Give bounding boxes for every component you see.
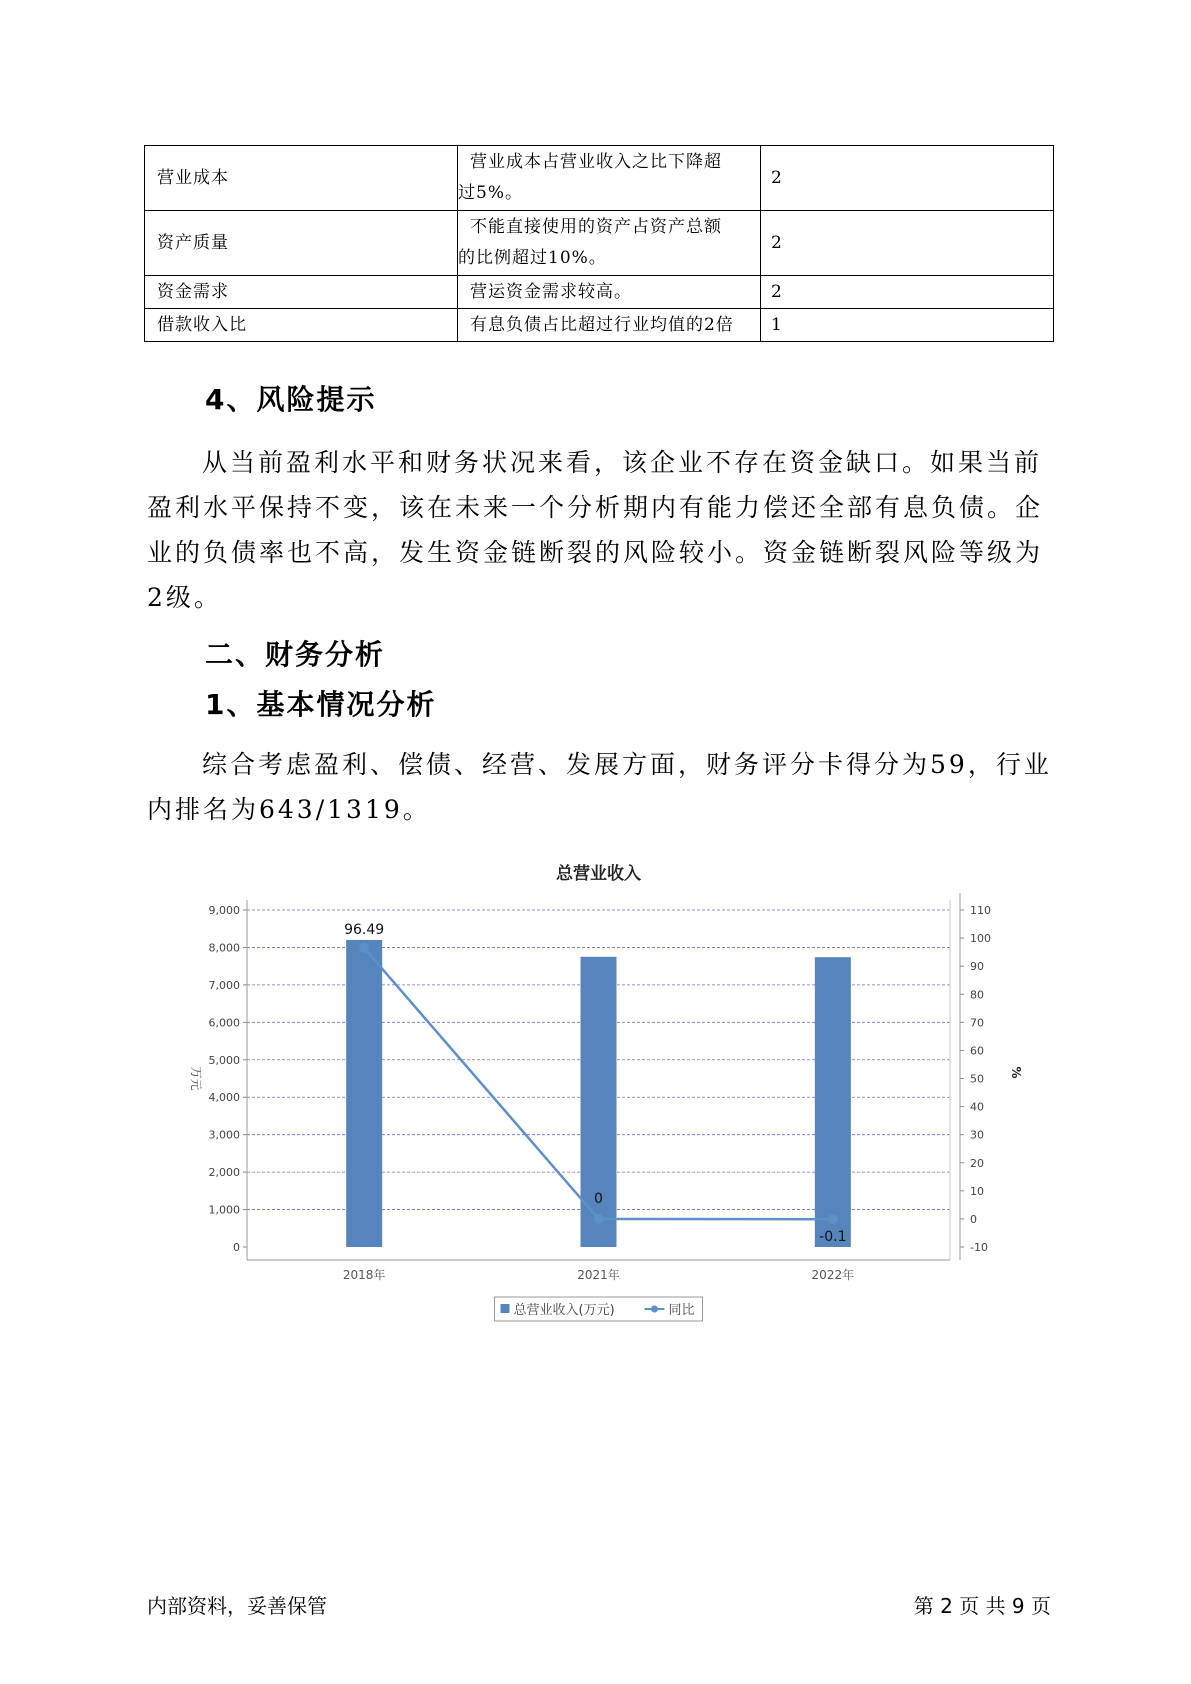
page-number: 第 2 页 共 9 页: [913, 1594, 1051, 1618]
chart-title: 总营业收入: [556, 864, 641, 884]
desc-line: 营业成本占营业收入之比下降超: [470, 152, 722, 172]
table-cell-item: 借款收入比: [145, 309, 458, 342]
table-row: [145, 146, 1054, 211]
y-right-axis-label: %: [1009, 1066, 1023, 1079]
table-cell-item: 资产质量: [145, 211, 458, 276]
y-right-tick-label: 90: [970, 960, 984, 974]
table-cell-desc: [458, 309, 761, 342]
y-left-tick-label: 2,000: [208, 1166, 240, 1180]
table-row: [145, 211, 1054, 276]
desc-line: 过5%。: [458, 183, 523, 203]
y-right-tick-label: 110: [970, 904, 991, 917]
desc-line: 营运资金需求较高。: [470, 281, 632, 302]
data-label: 0: [594, 1190, 603, 1207]
y-left-tick-label: 3,000: [208, 1128, 240, 1142]
table-cell-item: 资金需求: [145, 276, 458, 309]
table-cell-level: 1: [761, 309, 1054, 342]
y-left-axis-label: 万元: [189, 1066, 203, 1091]
section-heading: 4、风险提示: [205, 383, 377, 416]
sub-heading: 1、基本情况分析: [205, 688, 437, 721]
y-right-tick-label: 0: [970, 1212, 977, 1226]
table-row: [145, 309, 1054, 342]
data-label: -0.1: [819, 1229, 847, 1246]
line-point: [594, 1214, 604, 1224]
table-cell-desc: [458, 276, 761, 309]
y-left-tick-label: 6,000: [208, 1016, 240, 1030]
bar: [346, 940, 382, 1247]
risk-table: [144, 145, 1054, 342]
paragraph: 综合考虑盈利、偿债、经营、发展方面，财务评分卡得分为59，行业内排名为643/1319。: [147, 750, 1052, 824]
legend-swatch-bar: [501, 1304, 510, 1313]
bar: [815, 957, 851, 1247]
x-tick-label: 2022年: [811, 1268, 855, 1282]
y-left-tick-label: 5,000: [208, 1053, 240, 1067]
legend-label: 总营业收入(万元): [513, 1303, 615, 1318]
chapter-heading: 二、财务分析: [205, 638, 386, 671]
table-cell-item: 营业成本: [145, 146, 458, 211]
x-tick-label: 2021年: [577, 1268, 620, 1282]
y-right-tick-label: 100: [970, 932, 991, 946]
y-right-tick-label: 60: [970, 1044, 984, 1058]
table-row: [145, 276, 1054, 309]
table-cell-level: 2: [761, 211, 1054, 276]
y-right-tick-label: 70: [970, 1016, 984, 1030]
footer-note: 内部资料，妥善保管: [147, 1594, 327, 1618]
y-right-tick-label: 40: [970, 1100, 984, 1114]
y-right-tick-label: 80: [970, 988, 984, 1002]
data-label: 96.49: [344, 921, 385, 938]
line-point: [828, 1214, 838, 1224]
y-left-tick-label: 9,000: [208, 904, 240, 917]
y-right-tick-label: 30: [970, 1128, 984, 1142]
revenue-chart: [180, 855, 1023, 1318]
y-right-tick-label: -10: [970, 1241, 988, 1254]
table-cell-level: 2: [761, 146, 1054, 211]
y-right-tick-label: 50: [970, 1072, 984, 1086]
table-cell-level: 2: [761, 276, 1054, 309]
table-cell-desc: [458, 146, 761, 211]
desc-line: 的比例超过10%。: [458, 248, 607, 268]
line-point: [359, 943, 369, 953]
desc-line: 不能直接使用的资产占资产总额: [470, 217, 722, 237]
table-cell-desc: [458, 211, 761, 276]
y-left-tick-label: 8,000: [208, 941, 240, 955]
y-left-tick-label: 1,000: [208, 1203, 240, 1217]
y-right-tick-label: 10: [970, 1184, 984, 1198]
legend-swatch-point: [651, 1306, 658, 1313]
y-left-tick-label: 4,000: [208, 1091, 240, 1105]
y-left-tick-label: 0: [233, 1241, 240, 1254]
x-tick-label: 2018年: [342, 1268, 386, 1282]
paragraph: 从当前盈利水平和财务状况来看，该企业不存在资金缺口。如果当前盈利水平保持不变，该在未来一个分析期内有能力偿还全部有息负债。企业的负债率也不高，发生资金链断裂的风险较小。资金链断裂风险等级为2级。: [147, 448, 1044, 612]
desc-line: 有息负债占比超过行业均值的2倍: [470, 314, 734, 335]
chart-svg: [180, 855, 1023, 1318]
legend-label: 同比: [668, 1303, 695, 1318]
y-left-tick-label: 7,000: [208, 978, 240, 992]
y-right-tick-label: 20: [970, 1156, 984, 1170]
